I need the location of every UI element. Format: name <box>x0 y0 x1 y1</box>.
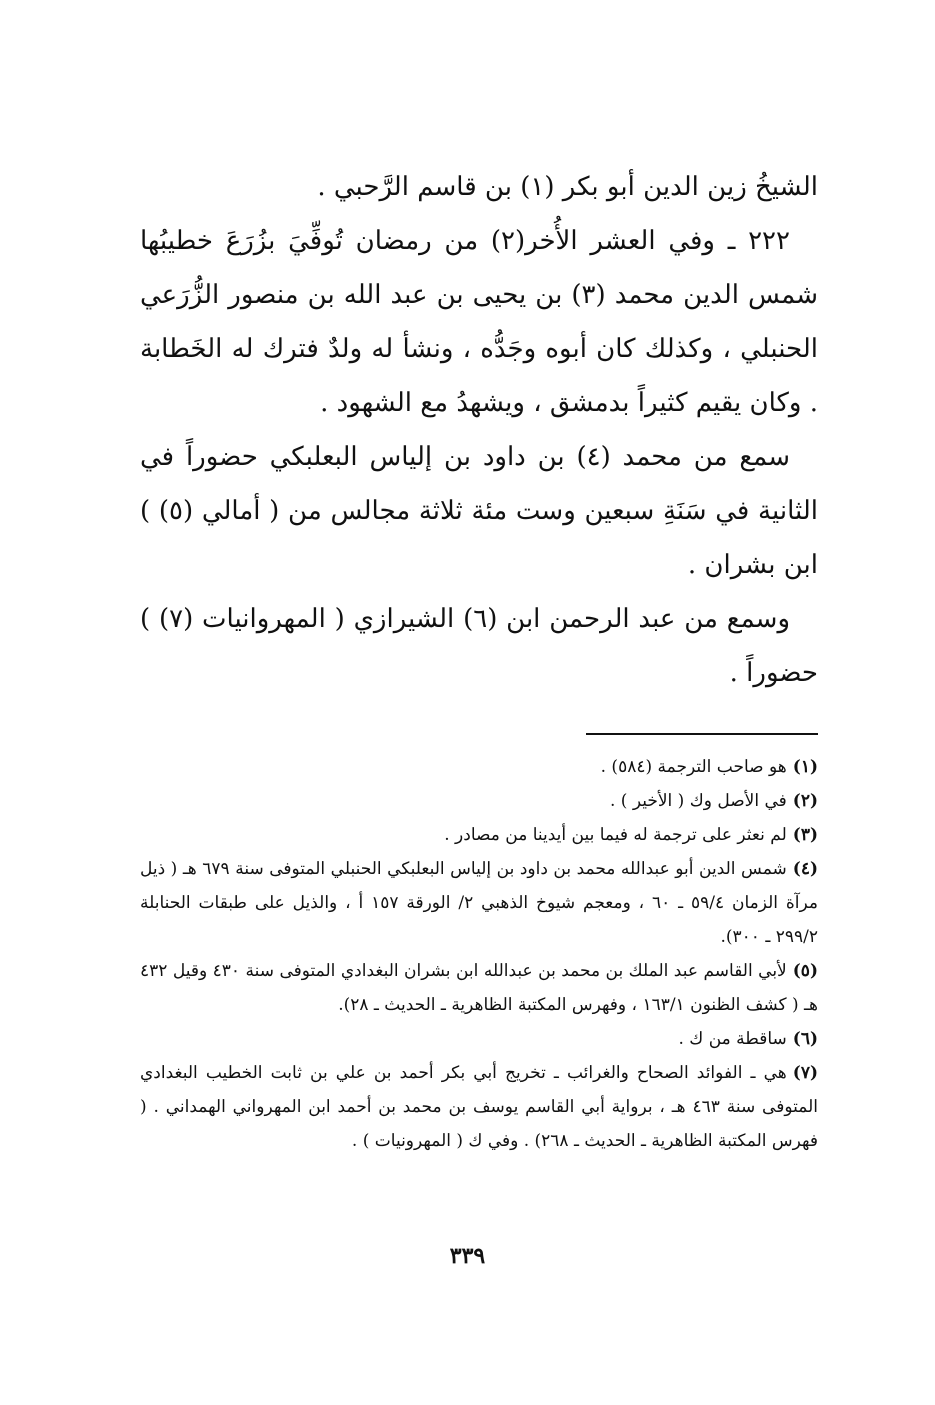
book-page <box>140 160 818 1280</box>
footnote-number: (٦) <box>792 1029 818 1049</box>
footnote-number: (٥) <box>792 961 818 981</box>
main-text <box>140 160 818 700</box>
footnote-number: (٢) <box>792 791 818 811</box>
footnote-4 <box>140 852 818 954</box>
footnote-2 <box>140 784 818 818</box>
paragraph-3: سمع من محمد (٤) بن داود بن إلياس البعلبكي حضوراً في الثانية في سَنَةِ سبعين وست مئة ثلاثة مجالس من ( أمالي (٥) ) ابن بشران . <box>140 442 818 580</box>
footnote-text: ساقطة من ك . <box>678 1029 787 1049</box>
paragraph-4: وسمع من عبد الرحمن ابن (٦) الشيرازي ( المهروانيات (٧) ) حضوراً . <box>140 604 818 688</box>
paragraph-2: ٢٢٢ ـ وفي العشر الأُخر(٢) من رمضان تُوفِّيَ بزُرَعَ خطيبُها شمس الدين محمد (٣) بن يحيى بن عبد الله بن منصور الزُّرَعي الحنبلي ، وكذلك كان أبوه وجَدُّه ، ونشأ له ولدٌ فترك له الخَطابة . وكان يقيم كثيراً بدمشق ، ويشهدُ مع الشهود . <box>140 226 818 418</box>
footnote-number: (٤) <box>792 859 819 879</box>
footnote-number: (٣) <box>792 825 818 845</box>
footnote-text: لم نعثر على ترجمة له فيما بين أيدينا من مصادر . <box>444 825 787 845</box>
footnotes <box>140 750 818 1158</box>
footnote-1 <box>140 750 818 784</box>
footnote-number: (١) <box>792 757 818 777</box>
footnote-text: شمس الدين أبو عبدالله محمد بن داود بن إلياس البعلبكي الحنبلي المتوفى سنة ٦٧٩ هـ ( ذيل مرآة الزمان ٥٩/٤ ـ ٦٠ ، ومعجم شيوخ الذهبي ٢/ الورقة ١٥٧ أ ، والذيل على طبقات الحنابلة ٢٩٩/٢ ـ ٣٠٠). <box>140 859 818 947</box>
footnote-3 <box>140 818 818 852</box>
footnote-text: في الأصل وك ( الأخير ) . <box>609 791 787 811</box>
footnote-5 <box>140 954 818 1022</box>
paragraph-1: الشيخُ زين الدين أبو بكر (١) بن قاسم الرَّحبي . <box>317 172 818 202</box>
footnote-text: هو صاحب الترجمة (٥٨٤) . <box>600 757 787 777</box>
footnote-6 <box>140 1022 818 1056</box>
footnote-7 <box>140 1056 818 1158</box>
footnote-divider <box>586 733 818 735</box>
footnote-text: هي ـ الفوائد الصحاح والغرائب ـ تخريج أبي بكر أحمد بن علي بن ثابت الخطيب البغدادي المتوفى سنة ٤٦٣ هـ ، برواية أبي القاسم يوسف بن محمد بن أحمد ابن المهرواني الهمداني . ( فهرس المكتبة الظاهرية ـ الحديث ـ ٢٦٨) . وفي ك ( المهرونيات ) . <box>140 1063 818 1151</box>
footnote-text: لأبي القاسم عبد الملك بن محمد بن عبدالله ابن بشران البغدادي المتوفى سنة ٤٣٠ وقيل ٤٣٢ هـ ( كشف الظنون ١٦٣/١ ، وفهرس المكتبة الظاهرية ـ الحديث ـ ٢٨). <box>140 961 818 1015</box>
footnote-number: (٧) <box>792 1063 818 1083</box>
page-number: ٣٣٩ <box>449 1243 486 1269</box>
